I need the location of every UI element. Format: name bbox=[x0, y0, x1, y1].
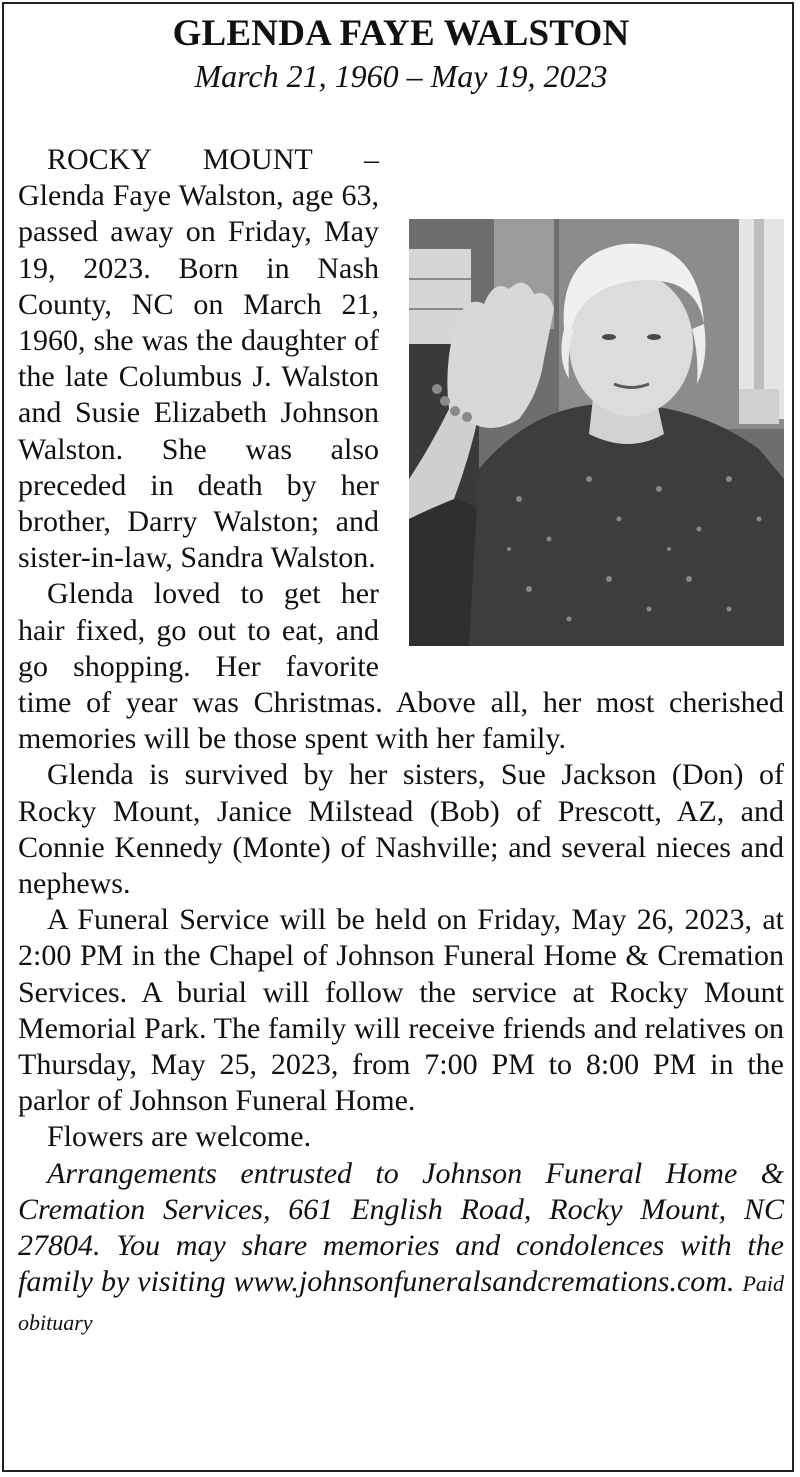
paragraph-services: A Funeral Service will be held on Friday, May 26, 2023, at 2:00 PM in the Chapel of Johnson Funeral Home & Cremation Services. A burial will follow the service at Rocky Mount Memorial Park. The family will receive friends and relatives on Thursday, May 25, 2023, from 7:00 PM to 8:00 PM in the parlor of Johnson Funeral Home. bbox=[18, 903, 784, 1118]
portrait-illustration bbox=[409, 219, 784, 646]
obituary-dates: March 21, 1960 – May 19, 2023 bbox=[194, 58, 608, 94]
paragraph-interests: Glenda loved to get her hair fixed, go out to eat, and go shopping. Her favorite time of year was Christmas. Above all, her most cherished memories will be those spent with her family. bbox=[18, 577, 784, 756]
arrangements-text: Arrangements entrusted to Johnson Funeral Home & Cremation Services, 661 English Road, Rocky Mount, NC 27804. You may share memories and condolences with the family by visiting www.johnsonfuneralsandcremations.com. bbox=[18, 1156, 784, 1299]
obituary-content bbox=[18, 12, 784, 1341]
portrait-photo bbox=[409, 219, 784, 646]
paragraph-flowers: Flowers are welcome. bbox=[47, 1120, 312, 1154]
paragraph-arrangements bbox=[18, 1156, 784, 1341]
paragraph-biography: ROCKY MOUNT – Glenda Faye Walston, age 63, passed away on Friday, May 19, 2023. Born in Nash County, NC on March 21, 1960, she was the daughter of the late Columbus J. Walston and Susie Elizabeth Johnson Walston. She was also preceded in death by her brother, Darry Walston; and sister-in-law, Sandra Walston. bbox=[18, 143, 379, 575]
paid-obituary-note: Paid obituary bbox=[18, 1271, 784, 1335]
paragraph-survivors: Glenda is survived by her sisters, Sue Jackson (Don) of Rocky Mount, Janice Milstead (Bob) of Prescott, AZ, and Connie Kennedy (Monte) of Nashville; and several nieces and nephews. bbox=[18, 758, 784, 901]
obituary-name: GLENDA FAYE WALSTON bbox=[172, 13, 630, 54]
